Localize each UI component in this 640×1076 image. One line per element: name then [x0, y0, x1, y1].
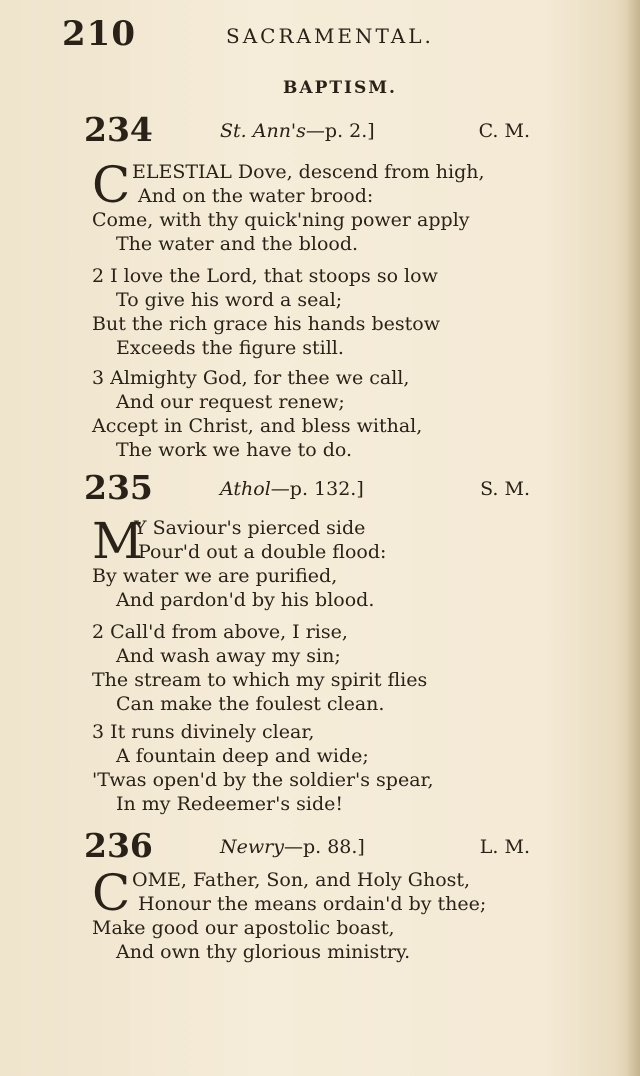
drop-cap: C	[92, 156, 131, 214]
stanza	[92, 512, 542, 612]
tune-name: St. Ann's	[220, 120, 306, 142]
verse-line: The work we have to do.	[116, 439, 353, 461]
verse-line: 2 Call'd from above, I rise,	[92, 621, 348, 643]
verse-line: Make good our apostolic boast,	[92, 917, 395, 939]
verse-line: To give his word a seal;	[116, 289, 343, 311]
stanza	[92, 264, 542, 360]
verse-line: Can make the foulest clean.	[116, 693, 385, 715]
page-edge-shadow	[626, 0, 640, 1076]
tune-reference	[220, 120, 375, 142]
verse-line: And on the water brood:	[138, 185, 374, 207]
running-title: SACRAMENTAL.	[226, 24, 434, 48]
verse-line: 3 It runs divinely clear,	[92, 721, 315, 743]
verse-line: And own thy glorious ministry.	[116, 941, 411, 963]
verse-line: And wash away my sin;	[116, 645, 341, 667]
tune-name: Athol	[220, 478, 271, 500]
meter: L. M.	[479, 836, 530, 858]
hymn-heading	[84, 826, 534, 866]
tune-reference	[220, 478, 364, 500]
verse-line: The stream to which my spirit flies	[92, 669, 428, 691]
tune-reference	[220, 836, 365, 858]
stanza	[92, 864, 542, 964]
stanza	[92, 366, 542, 462]
verse-line: And pardon'd by his blood.	[116, 589, 375, 611]
meter: S. M.	[480, 478, 530, 500]
page-header	[62, 14, 582, 54]
verse-line: Exceeds the figure still.	[116, 337, 344, 359]
verse-line: A fountain deep and wide;	[116, 745, 369, 767]
tune-page: —p. 88.]	[283, 836, 365, 858]
tune-page: —p. 2.]	[305, 120, 375, 142]
meter: C. M.	[478, 120, 530, 142]
stanza	[92, 620, 542, 716]
tune-page: —p. 132.]	[270, 478, 364, 500]
verse-line: The water and the blood.	[116, 233, 359, 255]
drop-cap: M	[92, 512, 144, 570]
section-title: BAPTISM.	[283, 78, 397, 98]
drop-cap: C	[92, 864, 131, 922]
stanza	[92, 156, 542, 256]
verse-line: In my Redeemer's side!	[116, 793, 343, 815]
verse-line: By water we are purified,	[92, 565, 338, 587]
verse-line: 'Twas open'd by the soldier's spear,	[92, 769, 434, 791]
hymn-number: 234	[84, 110, 153, 149]
hymn-heading	[84, 110, 534, 150]
verse-line: Accept in Christ, and bless withal,	[92, 415, 423, 437]
verse-line: OME, Father, Son, and Holy Ghost,	[132, 869, 471, 891]
verse-line: And our request renew;	[116, 391, 345, 413]
verse-line: ELESTIAL Dove, descend from high,	[132, 161, 485, 183]
page-number: 210	[62, 14, 136, 54]
hymn-number: 236	[84, 826, 153, 865]
verse-line: Come, with thy quick'ning power apply	[92, 209, 470, 231]
stanza	[92, 720, 542, 816]
verse-line: But the rich grace his hands bestow	[92, 313, 440, 335]
verse-line: 2 I love the Lord, that stoops so low	[92, 265, 438, 287]
hymn-number: 235	[84, 468, 153, 507]
tune-name: Newry	[220, 836, 284, 858]
verse-line: Honour the means ordain'd by thee;	[138, 893, 487, 915]
hymn-heading	[84, 468, 534, 508]
verse-line: Y Saviour's pierced side	[134, 517, 366, 539]
verse-line: 3 Almighty God, for thee we call,	[92, 367, 410, 389]
verse-line: Pour'd out a double flood:	[138, 541, 387, 563]
